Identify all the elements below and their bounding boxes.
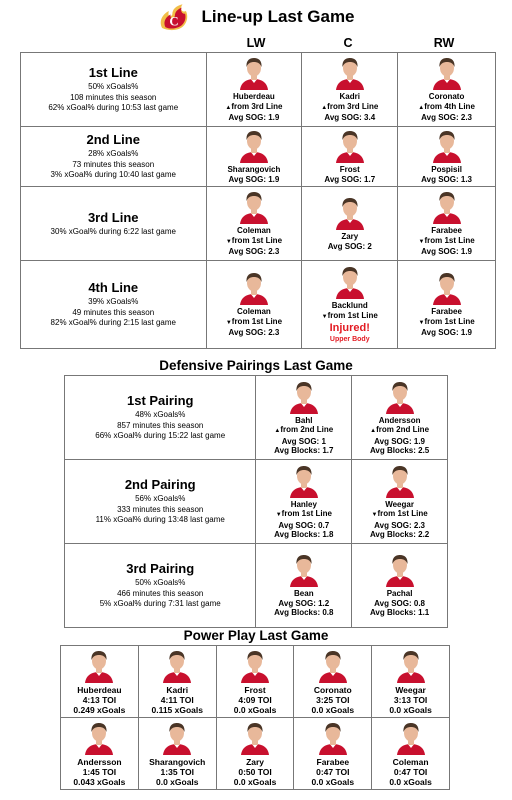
player-name: Huberdeau (77, 684, 122, 695)
column-header-c: C (343, 36, 353, 50)
group-stat: 66% xGoal% during 15:22 last game (95, 431, 226, 441)
player-headshot-icon (240, 649, 270, 683)
injured-label: Injured! (329, 322, 370, 334)
player-name: Coleman (237, 226, 271, 236)
flames-logo-icon (157, 2, 191, 32)
move-text: from 1st Line (377, 509, 428, 518)
defensive-pairings-table (64, 375, 448, 628)
avg-sog: Avg SOG: 0.8 (374, 598, 425, 608)
player-name: Frost (339, 165, 360, 174)
line-move-note (352, 425, 447, 437)
player-headshot-icon (335, 196, 365, 230)
avg-sog: Avg SOG: 1 (281, 436, 326, 446)
player-headshot-icon (239, 129, 269, 163)
expected-goals: 0.249 xGoals (73, 704, 126, 715)
player-cell[interactable] (206, 127, 302, 187)
player-cell[interactable] (206, 187, 302, 261)
injury-detail: Upper Body (329, 336, 370, 343)
player-cell[interactable] (352, 460, 448, 544)
group-name: 2nd Line (86, 132, 140, 148)
move-text: from 1st Line (281, 509, 332, 518)
group-info-cell (21, 261, 207, 349)
expected-goals: 0.0 xGoals (233, 704, 277, 715)
group-name: 2nd Pairing (124, 477, 196, 493)
move-text: from 4th Line (424, 101, 475, 111)
group-name: 1st Line (88, 65, 138, 81)
arrow-down-icon: ▼ (371, 512, 378, 518)
power-play-player-cell[interactable] (61, 718, 139, 790)
player-name: Farabee (431, 307, 462, 317)
power-play-player-cell[interactable] (372, 646, 450, 718)
avg-blocks: Avg Blocks: 1.7 (274, 446, 334, 455)
move-text: from 3rd Line (231, 101, 283, 111)
avg-blocks: Avg Blocks: 0.8 (274, 608, 334, 618)
player-name: Backlund (331, 301, 368, 310)
group-info-cell (21, 187, 207, 261)
player-headshot-icon (239, 56, 269, 90)
player-name: Pospisil (431, 165, 462, 174)
player-cell[interactable] (398, 261, 496, 349)
player-headshot-icon (240, 721, 270, 755)
avg-sog: Avg SOG: 1.9 (374, 436, 425, 446)
player-headshot-icon (318, 649, 348, 683)
avg-sog: Avg SOG: 1.9 (421, 328, 472, 338)
player-headshot-icon (396, 721, 426, 755)
time-on-ice: 0:47 TOI (393, 766, 428, 777)
group-stat: 5% xGoal% during 7:31 last game (99, 599, 221, 609)
group-stat: 73 minutes this season (72, 159, 155, 169)
move-text: from 3rd Line (327, 101, 379, 111)
group-stat: 50% xGoals% (88, 82, 139, 92)
move-text: from 2nd Line (376, 425, 430, 434)
move-text: from 1st Line (231, 316, 283, 326)
group-stat: 333 minutes this season (117, 504, 204, 514)
power-play-player-cell[interactable] (216, 718, 294, 790)
player-headshot-icon (385, 553, 415, 587)
player-headshot-icon (84, 721, 114, 755)
player-cell[interactable] (398, 53, 496, 127)
player-headshot-icon (432, 56, 462, 90)
group-stat: 857 minutes this season (117, 420, 204, 430)
group-name: 4th Line (88, 280, 139, 296)
avg-sog: Avg SOG: 1.3 (421, 174, 472, 184)
player-name: Andersson (378, 415, 421, 425)
avg-sog: Avg SOG: 2.3 (374, 520, 425, 530)
player-cell[interactable] (256, 376, 352, 460)
player-cell[interactable] (398, 187, 496, 261)
power-play-player-cell[interactable] (294, 646, 372, 718)
time-on-ice: 3:25 TOI (316, 694, 350, 705)
time-on-ice: 4:09 TOI (238, 694, 272, 705)
player-cell[interactable] (302, 261, 398, 349)
power-play-player-cell[interactable] (138, 718, 216, 790)
move-text: from 1st Line (424, 235, 475, 245)
avg-sog: Avg SOG: 2.3 (421, 113, 472, 123)
player-cell[interactable] (206, 261, 302, 349)
expected-goals: 0.115 xGoals (151, 704, 203, 715)
group-stat: 30% xGoal% during 6:22 last game (50, 226, 176, 236)
column-header-lw: LW (246, 36, 266, 50)
line-move-note (398, 102, 495, 114)
player-headshot-icon (162, 649, 192, 683)
arrow-up-icon: ▲ (274, 428, 281, 434)
player-cell[interactable] (256, 544, 352, 628)
group-stat: 3% xGoal% during 10:40 last game (50, 170, 176, 180)
line-move-note (302, 102, 397, 114)
column-header-rw: RW (433, 36, 455, 50)
player-headshot-icon (289, 380, 319, 414)
line-move-note (207, 236, 302, 248)
time-on-ice: 4:13 TOI (82, 694, 117, 705)
player-name: Huberdeau (233, 92, 275, 102)
arrow-up-icon: ▲ (370, 428, 377, 434)
player-cell[interactable] (206, 53, 302, 127)
player-name: Zary (341, 232, 359, 241)
avg-sog: Avg SOG: 3.4 (324, 113, 376, 123)
player-name: Frost (244, 684, 266, 695)
time-on-ice: 3:13 TOI (393, 694, 428, 705)
player-cell[interactable] (352, 544, 448, 628)
group-stat: 108 minutes this season (70, 92, 157, 102)
arrow-down-icon: ▼ (225, 238, 232, 245)
group-info-cell (65, 544, 256, 628)
player-headshot-icon (239, 190, 269, 224)
group-info-cell (21, 127, 207, 187)
avg-blocks: Avg Blocks: 2.2 (369, 530, 430, 539)
avg-blocks: Avg Blocks: 2.5 (369, 446, 430, 455)
power-play-table (60, 645, 450, 790)
power-play-player-cell[interactable] (61, 646, 139, 718)
defense-pair-row (65, 376, 448, 460)
power-play-player-cell[interactable] (138, 646, 216, 718)
forward-line-row (21, 53, 496, 127)
player-headshot-icon (432, 190, 462, 224)
group-stat: 28% xGoals% (88, 149, 139, 159)
player-name: Kadri (339, 92, 360, 102)
line-move-note (398, 317, 495, 329)
power-play-player-cell[interactable] (372, 718, 450, 790)
player-headshot-icon (385, 464, 415, 498)
player-name: Coronato (428, 92, 465, 102)
time-on-ice: 0:47 TOI (316, 766, 350, 777)
arrow-down-icon: ▼ (321, 313, 328, 320)
group-stat: 49 minutes this season (72, 307, 155, 317)
player-name: Farabee (431, 226, 462, 236)
player-cell[interactable] (302, 127, 398, 187)
time-on-ice: 1:35 TOI (160, 766, 194, 777)
player-name: Weegar (385, 499, 414, 509)
expected-goals: 0.0 xGoals (389, 704, 432, 715)
player-name: Bahl (295, 415, 313, 425)
group-stat: 39% xGoals% (88, 297, 139, 307)
player-cell[interactable] (398, 127, 496, 187)
player-name: Farabee (316, 756, 350, 767)
avg-blocks: Avg Blocks: 1.8 (274, 530, 334, 539)
player-headshot-icon (396, 649, 426, 683)
expected-goals: 0.0 xGoals (155, 776, 199, 787)
arrow-up-icon: ▲ (321, 104, 328, 111)
line-move-note (207, 102, 302, 114)
power-play-row (61, 718, 450, 790)
player-headshot-icon (335, 265, 365, 299)
forward-line-row (21, 187, 496, 261)
arrow-up-icon: ▲ (225, 104, 232, 111)
arrow-down-icon: ▼ (225, 319, 232, 326)
group-stat: 50% xGoals% (135, 578, 186, 588)
power-play-row (61, 646, 450, 718)
defense-pair-row (65, 460, 448, 544)
line-move-note (302, 311, 397, 323)
player-name: Zary (246, 756, 265, 767)
move-text: from 2nd Line (280, 425, 334, 434)
avg-sog: Avg SOG: 0.7 (278, 520, 330, 530)
player-headshot-icon (239, 271, 269, 305)
move-text: from 1st Line (231, 235, 283, 245)
group-stat: 11% xGoal% during 13:48 last game (95, 515, 225, 525)
player-cell[interactable] (352, 376, 448, 460)
line-move-note (207, 317, 302, 329)
player-headshot-icon (162, 721, 192, 755)
group-info-cell (65, 460, 256, 544)
line-move-note (256, 509, 351, 521)
player-cell[interactable] (256, 460, 352, 544)
expected-goals: 0.0 xGoals (233, 776, 277, 787)
player-headshot-icon (335, 129, 365, 163)
time-on-ice: 1:45 TOI (82, 766, 117, 777)
arrow-down-icon: ▼ (275, 512, 282, 518)
move-text: from 1st Line (327, 310, 378, 320)
arrow-down-icon: ▼ (418, 319, 425, 326)
player-headshot-icon (289, 464, 319, 498)
forward-line-row (21, 127, 496, 187)
page-header (0, 0, 512, 34)
player-name: Kadri (166, 684, 189, 695)
group-info-cell (65, 376, 256, 460)
group-name: 1st Pairing (126, 393, 194, 409)
player-headshot-icon (335, 56, 365, 90)
expected-goals: 0.043 xGoals (73, 776, 126, 787)
arrow-down-icon: ▼ (418, 238, 425, 245)
group-stat: 48% xGoals% (135, 410, 186, 420)
avg-sog: Avg SOG: 1.9 (228, 174, 280, 184)
player-name: Pachal (386, 589, 413, 599)
defense-section-title: Defensive Pairings Last Game (159, 358, 353, 373)
avg-sog: Avg SOG: 2 (327, 241, 372, 251)
player-headshot-icon (432, 129, 462, 163)
avg-blocks: Avg Blocks: 1.1 (369, 608, 430, 618)
time-on-ice: 0:50 TOI (238, 766, 272, 777)
group-stat: 56% xGoals% (135, 494, 186, 504)
power-play-player-cell[interactable] (216, 646, 294, 718)
player-name: Sharangovich (149, 756, 206, 767)
page-title: Line-up Last Game (201, 7, 355, 26)
player-name: Andersson (77, 756, 122, 767)
player-name: Coleman (237, 307, 271, 317)
forward-line-row (21, 261, 496, 349)
player-cell[interactable] (302, 187, 398, 261)
group-stat: 82% xGoal% during 2:15 last game (50, 318, 176, 328)
player-name: Sharangovich (227, 165, 281, 174)
player-name: Bean (294, 589, 314, 599)
avg-sog: Avg SOG: 2.3 (228, 328, 280, 338)
player-headshot-icon (318, 721, 348, 755)
expected-goals: 0.0 xGoals (311, 704, 355, 715)
player-headshot-icon (84, 649, 114, 683)
group-name: 3rd Pairing (126, 561, 195, 577)
line-move-note (256, 425, 351, 437)
forward-lines-table (20, 52, 496, 349)
svg-text:C: C (169, 14, 180, 29)
player-name: Weegar (395, 684, 426, 695)
player-headshot-icon (385, 380, 415, 414)
time-on-ice: 4:11 TOI (160, 694, 194, 705)
player-headshot-icon (432, 271, 462, 305)
player-name: Coronato (313, 684, 352, 695)
group-stat: 466 minutes this season (117, 588, 204, 598)
avg-sog: Avg SOG: 1.9 (421, 247, 472, 257)
power-play-player-cell[interactable] (294, 718, 372, 790)
group-stat: 62% xGoal% during 10:53 last game (48, 103, 179, 113)
group-info-cell (21, 53, 207, 127)
player-cell[interactable] (302, 53, 398, 127)
player-headshot-icon (289, 553, 319, 587)
defense-pair-row (65, 544, 448, 628)
move-text: from 1st Line (424, 316, 475, 326)
player-name: Coleman (392, 756, 429, 767)
avg-sog: Avg SOG: 1.2 (278, 598, 330, 608)
expected-goals: 0.0 xGoals (389, 776, 432, 787)
avg-sog: Avg SOG: 1.7 (324, 174, 376, 184)
player-name: Hanley (290, 499, 317, 509)
power-play-section-title: Power Play Last Game (183, 628, 329, 643)
group-name: 3rd Line (87, 209, 139, 225)
expected-goals: 0.0 xGoals (311, 776, 355, 787)
line-move-note (352, 509, 447, 521)
arrow-up-icon: ▲ (418, 104, 425, 111)
avg-sog: Avg SOG: 2.3 (228, 247, 280, 257)
avg-sog: Avg SOG: 1.9 (228, 113, 280, 123)
line-move-note (398, 236, 495, 248)
